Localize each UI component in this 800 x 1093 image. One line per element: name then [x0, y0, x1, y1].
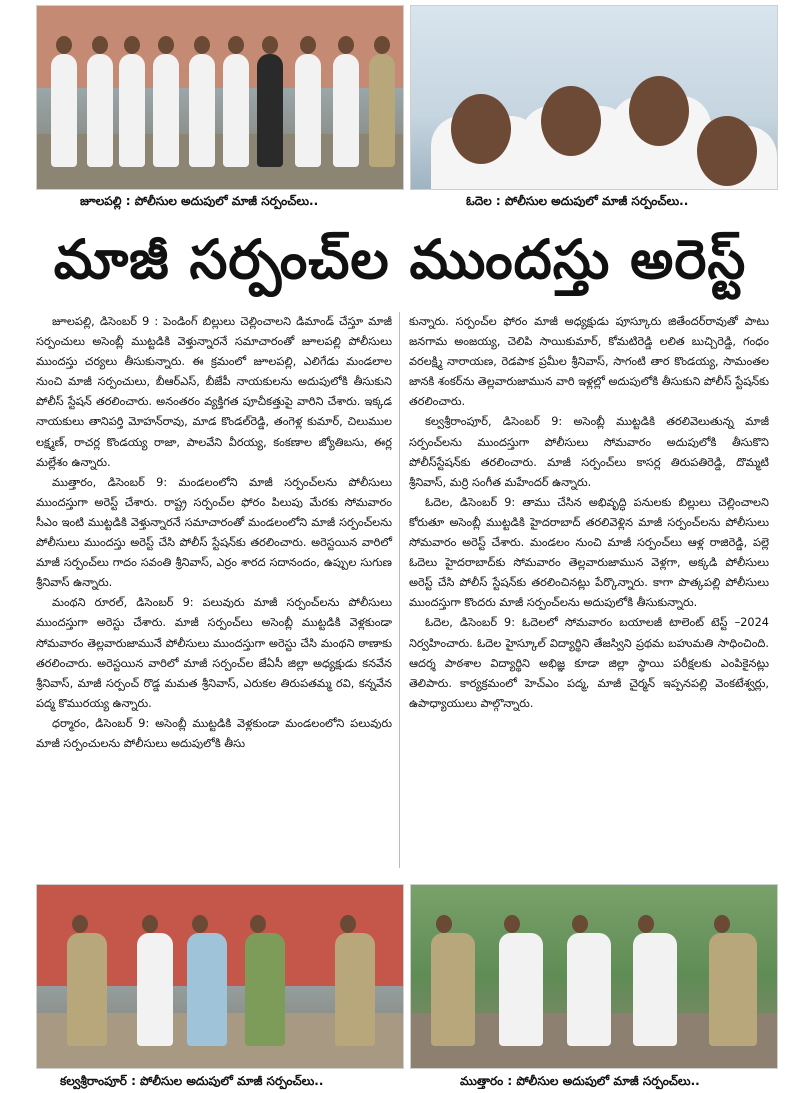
photo-caption-kalvasriram: కల్వశ్రీరాంపూర్‌ : పోలీసుల అదుపులో మాజీ సర్పంచ్‌లు.. — [60, 1074, 324, 1088]
paragraph-dharmaram-cont: కున్నారు. సర్పంచ్‌ల ఫోరం మాజీ అధ్యక్షుడు పూస్కూరు జితేందర్‌రావుతో పాటు జనగామ అంజయ్య, చెలిపి సాయికుమార్‌, కోమటిరెడ్డి లలిత బుచ్చిరెడ్డి, గంధం వరలక్ష్మి నారాయణ, రెడపాక ప్రమీల శ్రీనివాస్‌, సాగంటి తార కొండయ్య, సామంతల జానకి శంకర్‌ను తెల్లవారుజామున వారి ఇళ్లల్లో అదుపులోకి తీసుకుని పోలీస్‌ స్టేషన్‌కు తరలించారు. — [409, 315, 769, 409]
photo-caption-odela: ఓదెల : పోలీసుల అదుపులో మాజీ సర్పంచ్‌లు.. — [466, 194, 689, 208]
photo-caption-julapalli: జూలపల్లి : పోలీసుల అదుపులో మాజీ సర్పంచ్‌లు.. — [80, 194, 319, 208]
photo-caption-muttaram: ముత్తారం : పోలీసుల అదుపులో మాజీ సర్పంచ్‌లు.. — [460, 1074, 700, 1088]
column-divider — [399, 312, 400, 868]
paragraph-muttaram: ముత్తారం, డిసెంబర్‌ 9: మండలంలోని మాజీ సర్పంచ్‌లను పోలీసులు ముందస్తుగా అరెస్ట్‌ చేశారు. రాష్ట్ర సర్పంచ్‌ల ఫోరం పిలుపు మేరకు సోమవారం సీఎం ఇంటి ముట్టడికి వెళ్తున్నారనే సమాచారంతో మండలంలోని మాజీ సర్పంచ్‌లను పోలీసులు ముందస్తు అరెస్ట్‌ చేసి పోలీస్‌ స్టేషన్‌కు తరలించారు. అరెస్టయిన వారిలో మాజీ సర్పంచ్‌లు గాదం సవంతి శ్రీనివాస్‌, ఎర్రం శారద సదానందం, ఉప్పుల సుగుణ శ్రీనివాస్‌ ఉన్నారు. — [36, 475, 392, 590]
headline: మాజీ సర్పంచ్‌ల ముందస్తు అరెస్ట్ — [53, 228, 747, 291]
paragraph-odela-biology: ఓదెల, డిసెంబర్‌ 9: ఓదెలలో సోమవారం బయాలజీ టాలెంట్‌ టెస్ట్‌ –2024 నిర్వహించారు. ఓదెల హైస్కూల్‌ విద్యార్థిని తేజస్విని ప్రథమ బహుమతి సాధించింది. ఆదర్శ పాఠశాల విద్యార్థిని అభిజ్ఞ కూడా జిల్లా స్థాయి పరీక్షలకు ఎంపికైనట్లు తెలిపారు. కార్యక్రమంలో హెచ్‌ఎం పద్మ, మాజీ చైర్మన్‌ ఇప్పనపల్లి వెంకటేశ్వర్లు, ఉపాధ్యాయులు పాల్గొన్నారు. — [409, 616, 769, 710]
photo-julapalli — [36, 5, 404, 190]
paragraph-dharmaram: ధర్మారం, డిసెంబర్‌ 9: అసెంబ్లీ ముట్టడికి వెళ్లకుండా మండలంలోని పలువురు మాజీ సర్పంచులను పోలీసులు అదుపులోకి తీసు — [36, 716, 392, 750]
paragraph-kalvasriram: కల్వశ్రీరాంపూర్‌, డిసెంబర్‌ 9: అసెంబ్లీ ముట్టడికి తరలివెలుతున్న మాజీ సర్పంచ్‌లను ముందస్తుగా పోలీసులు సోమవారం అదుపులోకి తీసుకొని పోలీస్‌స్టేషన్‌కు తరలించారు. మాజీ సర్పంచ్‌లు కాసర్ల తిరుపతిరెడ్డి, దొమ్మటి శ్రీనివాస్‌, మర్రి సంగీత మహేందర్‌ ఉన్నారు. — [409, 415, 769, 489]
paragraph-manthani: మంథని రూరల్‌, డిసెంబర్‌ 9: పలువురు మాజీ సర్పంచ్‌లను పోలీసులు ముందస్తుగా అరెస్టు చేశారు. మాజీ సర్పంచ్‌లు అసెంబ్లీ ముట్టడికి వెళ్లకుండా సోమవారం తెల్లవారుజామునే పోలీసులు ముందస్తుగా అరెస్టు చేసి మంథని ఠాణాకు తరలించారు. అరెస్టయిన వారిలో మాజీ సర్పంచ్‌ల జేఏసీ జిల్లా అధ్యక్షుడు కనవేన శ్రీనివాస్‌, మాజీ సర్పంచ్‌ రొడ్డ మమత శ్రీనివాస్‌, ఎరుకల తిరుపతమ్మ రవి, కన్నవేన పద్మ కొమురయ్య ఉన్నారు. — [36, 596, 392, 710]
paragraph-julapalli: జూలపల్లి, డిసెంబర్‌ 9 : పెండింగ్‌ బిల్లులు చెల్లించాలని డిమాండ్‌ చేస్తూ మాజీ సర్పంచులు అసెంబ్లీ ముట్టడికి వెళ్తున్నారనే సమాచారంతో జూలపల్లి పోలీసులు ముందస్తు చర్యలు తీసుకున్నారు. ఈ క్రమంలో జూలపల్లి, ఎలిగేడు మండలాల నుంచి మాజీ సర్పంచులు, బీఆర్‌ఎస్‌, బీజేపీ నాయకులను అదుపులోకి తీసుకుని పోలీస్‌ స్టేషన్‌ తరలించారు. అనంతరం వ్యక్తిగత పూచీకత్తుపై వారిని చేశారు. ఇక్కడ నాయకులు తానిపర్తి మోహన్‌రావు, మాడ కొండల్‌రెడ్డి, తంగెళ్ల కుమార్‌, చిలుముల లక్ష్మణ్‌, రాచర్ల కొండయ్య రాజా, పాలవేని వీరయ్య, కంకణాల జ్యోతిబసు, ఈర్ల మల్లేశం ఉన్నారు. — [36, 315, 392, 469]
photo-kalvasriram — [36, 884, 404, 1069]
photo-odela — [410, 5, 778, 190]
paragraph-odela-arrest: ఓదెల, డిసెంబర్‌ 9: తాము చేసిన అభివృద్ధి పనులకు బిల్లులు చెల్లించాలని కోరుతూ అసెంబ్లీ ముట్టడికి హైదరాబాద్‌ తరలివెళ్లిన మాజీ సర్పంచ్‌లను పోలీసులు సోమవారం అరెస్ట్‌ చేశారు. మండలం నుంచి మాజీ సర్పంచ్‌లు ఆళ్ల రాజిరెడ్డి, పల్లె ఓదెలు హైదరాబాద్‌కు సోమవారం తెల్లవారుజామున వెళ్లగా, అక్కడి పోలీసులు అరెస్ట్‌ చేసి పోలీస్‌ స్టేషన్‌కు తరలించినట్లు పేర్కొన్నారు. కాగా పొత్కపల్లి పోలీసులు ముందస్తుగా కొందరు మాజీ సర్పంచ్‌లను అదుపులోకి తీసుకున్నారు. — [409, 495, 769, 610]
article-right-column — [409, 312, 769, 714]
article-left-column — [36, 312, 392, 754]
photo-muttaram — [410, 884, 778, 1069]
